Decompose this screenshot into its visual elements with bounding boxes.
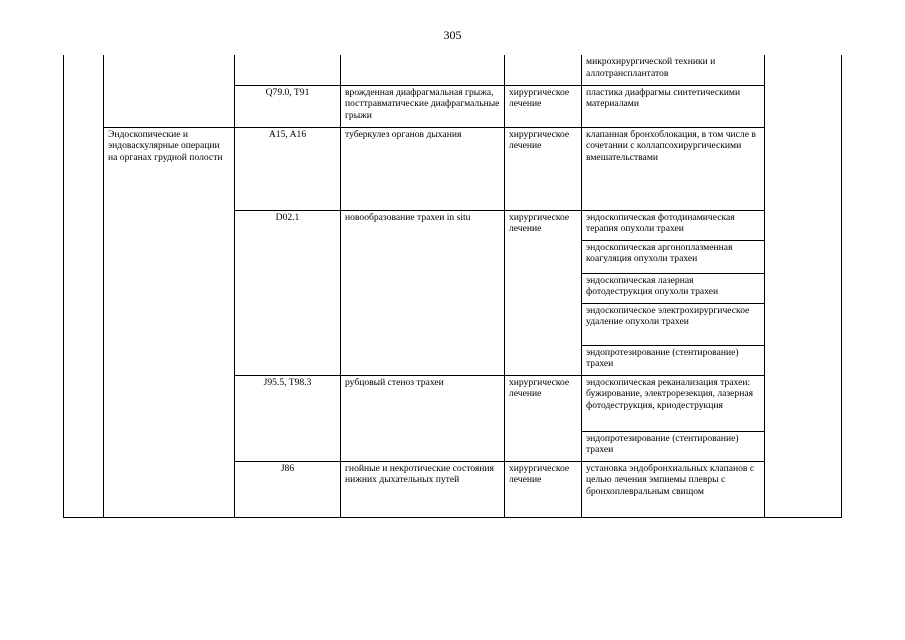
treatment-cell: эндопротезирование (стентирование) трахеи — [582, 345, 765, 375]
index-cell — [64, 55, 104, 517]
type-cell: хирургическое лечение — [505, 461, 582, 517]
diagnosis-cell: туберкулез органов дыхания — [341, 127, 505, 210]
type-cell: хирургическое лечение — [505, 375, 582, 461]
page-number: 305 — [443, 28, 462, 42]
codes-cell: D02.1 — [235, 210, 341, 375]
type-cell: хирургическое лечение — [505, 85, 582, 127]
extra-cell — [765, 55, 842, 517]
codes-cell: A15, A16 — [235, 127, 341, 210]
treatment-cell: эндоскопическая аргоноплазменная коагуляция опухоли трахеи — [582, 240, 765, 273]
treatment-cell: клапанная бронхоблокация, в том числе в сочетании с коллапсохирургическими вмешательствами — [582, 127, 765, 210]
codes-cell: J86 — [235, 461, 341, 517]
diagnosis-cell: гнойные и некротические состояния нижних дыхательных путей — [341, 461, 505, 517]
treatment-cell: эндоскопическая фотодинамическая терапия опухоли трахеи — [582, 210, 765, 240]
treatment-cell: микрохирургической техники и аллотрансплантатов — [582, 55, 765, 85]
treatment-cell: эндоскопическая реканализация трахеи: бужирование, электрорезекция, лазерная фотодеструкция, криодеструкция — [582, 375, 765, 431]
treatment-cell: эндоскопическое электрохирургическое удаление опухоли трахеи — [582, 303, 765, 345]
codes-cell: Q79.0, T91 — [235, 85, 341, 127]
medical-procedures-table — [63, 55, 842, 518]
treatment-cell: установка эндобронхиальных клапанов с целью лечения эмпиемы плевры с бронхоплевральным свищом — [582, 461, 765, 517]
treatment-cell: эндоскопическая лазерная фотодеструкция опухоли трахеи — [582, 273, 765, 303]
group-name-cell: Эндоскопические и эндоваскулярные операции на органах грудной полости — [104, 127, 235, 517]
diagnosis-cell: рубцовый стеноз трахеи — [341, 375, 505, 461]
diagnosis-cell: врожденная диафрагмальная грыжа, посттравматические диафрагмальные грыжи — [341, 85, 505, 127]
diagnosis-cell — [341, 55, 505, 85]
treatment-cell: эндопротезирование (стентирование) трахеи — [582, 431, 765, 461]
codes-cell — [235, 55, 341, 85]
codes-cell: J95.5, T98.3 — [235, 375, 341, 461]
type-cell: хирургическое лечение — [505, 127, 582, 210]
treatment-cell: пластика диафрагмы синтетическими материалами — [582, 85, 765, 127]
group-cell-prev — [104, 55, 235, 127]
type-cell — [505, 55, 582, 85]
diagnosis-cell: новообразование трахеи in situ — [341, 210, 505, 375]
type-cell: хирургическое лечение — [505, 210, 582, 375]
